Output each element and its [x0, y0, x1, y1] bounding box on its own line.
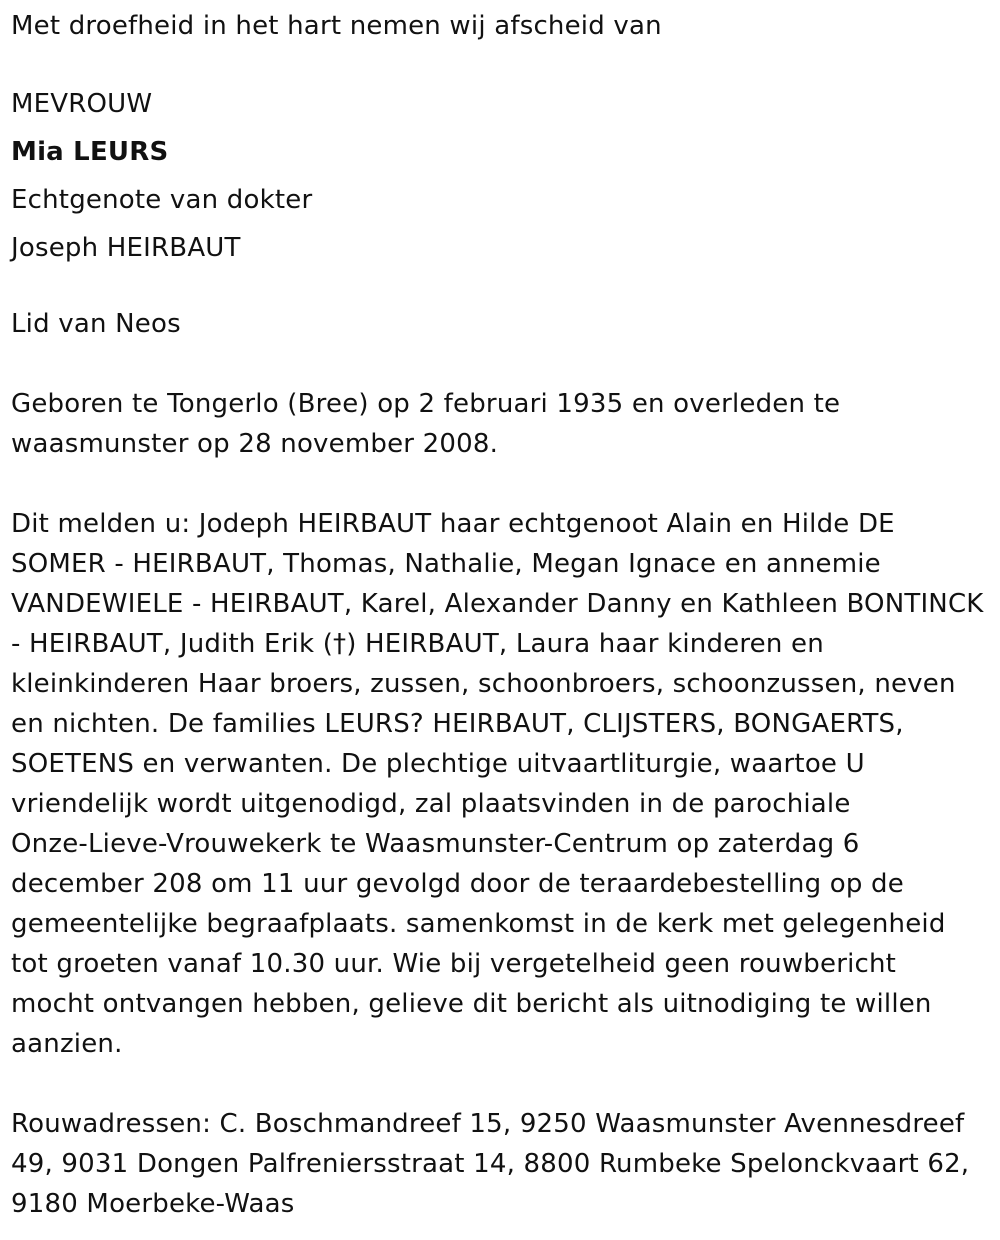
address-line: Rouwadressen: C. Boschmandreef 15, 9250 Waasmunster Avennesdreef	[11, 1109, 965, 1139]
announcement-line: december 208 om 11 uur gevolgd door de teraardebestelling op de	[11, 869, 904, 899]
announcement-line: Onze-Lieve-Vrouwekerk te Waasmunster-Centrum op zaterdag 6	[11, 829, 860, 859]
spacer	[11, 344, 988, 384]
address-line: 9180 Moerbeke-Waas	[11, 1189, 295, 1219]
spouse-line-2: Joseph HEIRBAUT	[11, 233, 241, 263]
spouse-line-1: Echtgenote van dokter	[11, 185, 313, 215]
announcement-line: kleinkinderen Haar broers, zussen, schoonbroers, schoonzussen, neven	[11, 669, 956, 699]
spacer	[11, 464, 988, 504]
announcement-line: tot groeten vanaf 10.30 uur. Wie bij vergetelheid geen rouwbericht	[11, 949, 897, 979]
announcement-line: gemeentelijke begraafplaats. samenkomst in de kerk met gelegenheid	[11, 909, 946, 939]
address-line: 49, 9031 Dongen Palfreniersstraat 14, 8800 Rumbeke Spelonckvaart 62,	[11, 1149, 970, 1179]
deceased-name: Mia LEURS	[11, 137, 169, 167]
spacer	[11, 46, 988, 80]
announcement-line: SOETENS en verwanten. De plechtige uitvaartliturgie, waartoe U	[11, 749, 865, 779]
birth-death-paragraph	[11, 384, 988, 464]
announcement-line: Dit melden u: Jodeph HEIRBAUT haar echtgenoot Alain en Hilde DE	[11, 509, 895, 539]
announcement-line: en nichten. De families LEURS? HEIRBAUT, CLIJSTERS, BONGAERTS,	[11, 709, 904, 739]
announcement-line: vriendelijk wordt uitgenodigd, zal plaatsvinden in de parochiale	[11, 789, 851, 819]
birth-death-line: waasmunster op 28 november 2008.	[11, 429, 499, 459]
spacer	[11, 272, 988, 304]
birth-death-line: Geboren te Tongerlo (Bree) op 2 februari 1935 en overleden te	[11, 389, 841, 419]
announcement-paragraph	[11, 504, 988, 1064]
announcement-line: VANDEWIELE - HEIRBAUT, Karel, Alexander Danny en Kathleen BONTINCK	[11, 589, 984, 619]
announcement-line: aanzien.	[11, 1029, 123, 1059]
announcement-line: mocht ontvangen hebben, gelieve dit bericht als uitnodiging te willen	[11, 989, 932, 1019]
spacer	[11, 1064, 988, 1104]
salutation: MEVROUW	[11, 89, 153, 119]
membership-text: Lid van Neos	[11, 309, 181, 339]
announcement-line: - HEIRBAUT, Judith Erik (†) HEIRBAUT, Laura haar kinderen en	[11, 629, 824, 659]
announcement-line: SOMER - HEIRBAUT, Thomas, Nathalie, Megan Ignace en annemie	[11, 549, 881, 579]
addresses-paragraph	[11, 1104, 988, 1224]
intro-text: Met droefheid in het hart nemen wij afscheid van	[11, 11, 662, 41]
